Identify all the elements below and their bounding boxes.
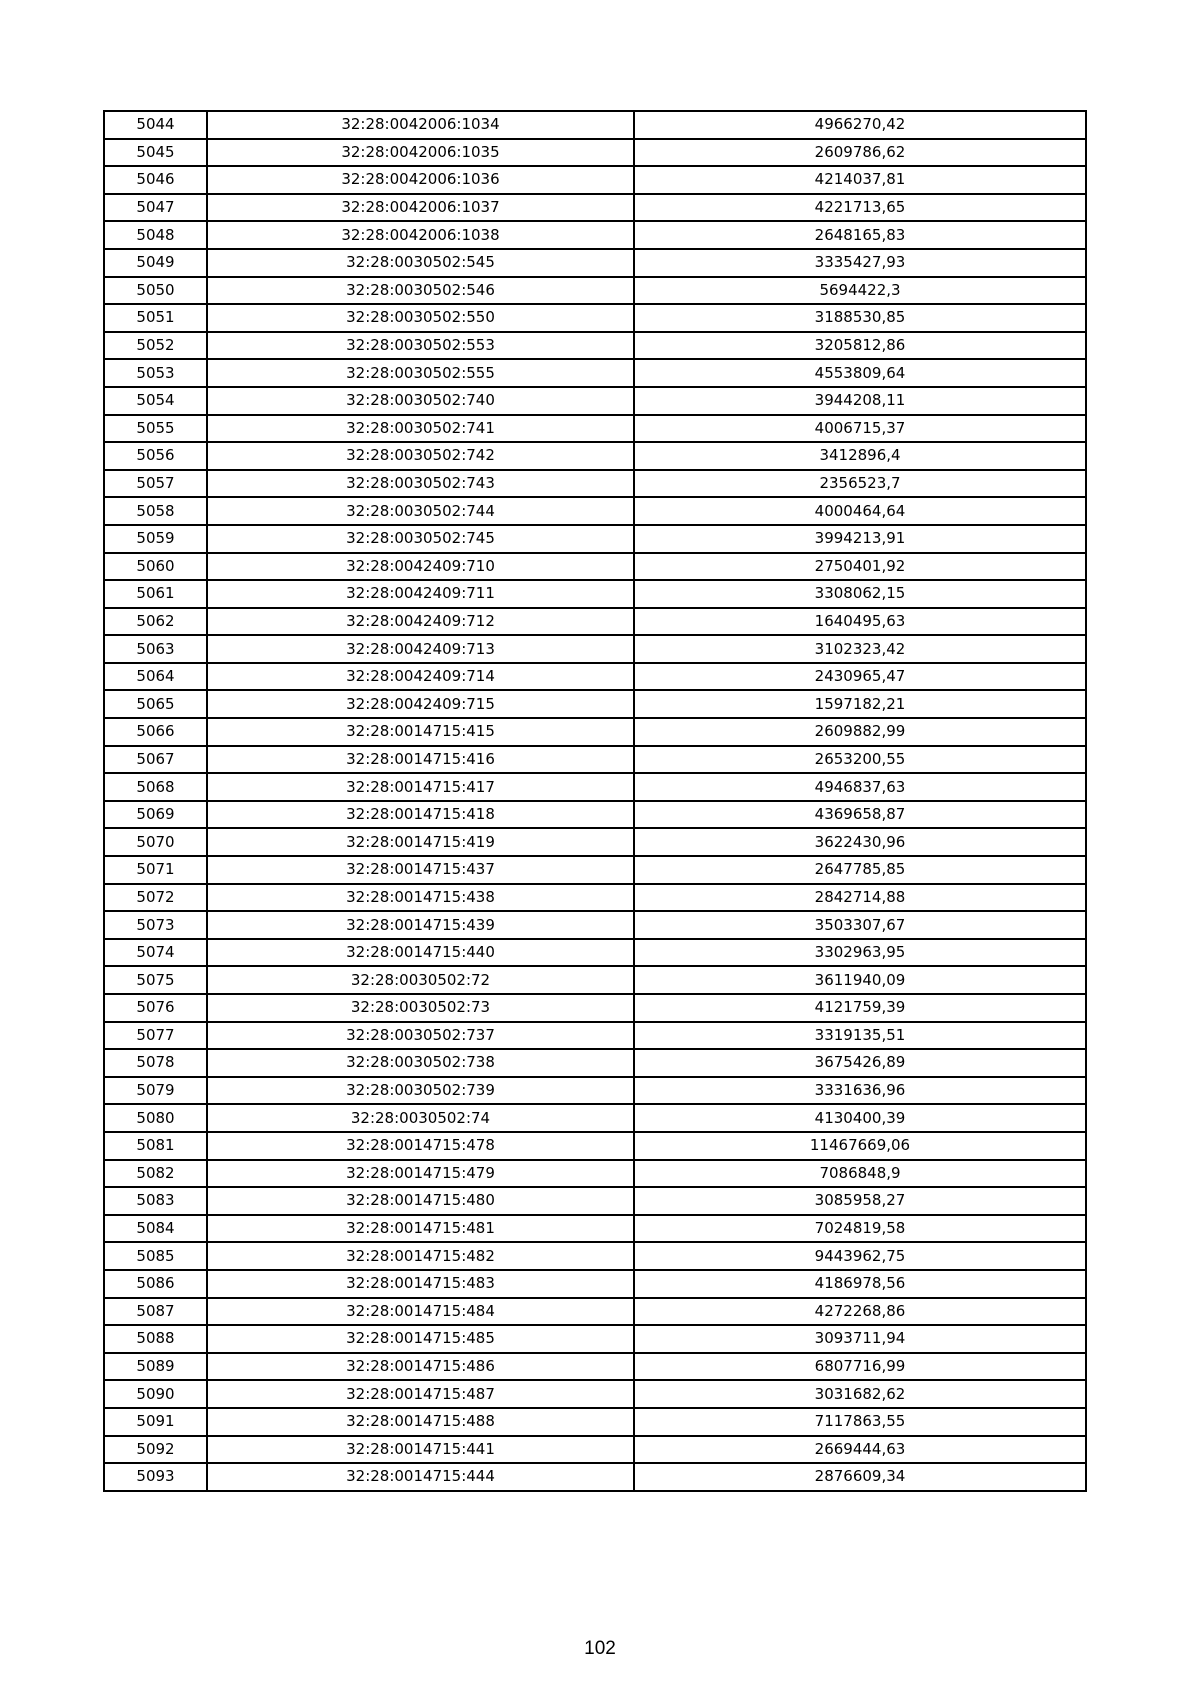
cadastral-number-cell: 32:28:0042409:711 — [207, 580, 634, 608]
table-body — [104, 111, 1086, 1491]
cadastral-number-cell: 32:28:0014715:438 — [207, 884, 634, 912]
row-number-cell: 5055 — [104, 415, 207, 443]
cadastral-value-cell: 2356523,7 — [634, 470, 1086, 498]
cadastral-number-cell: 32:28:0014715:479 — [207, 1160, 634, 1188]
table-row — [104, 1022, 1086, 1050]
cadastral-value-cell: 2876609,34 — [634, 1463, 1086, 1491]
cadastral-number-cell: 32:28:0014715:483 — [207, 1270, 634, 1298]
row-number-cell: 5065 — [104, 690, 207, 718]
cadastral-number-cell: 32:28:0014715:416 — [207, 746, 634, 774]
cadastral-value-cell: 3319135,51 — [634, 1022, 1086, 1050]
cadastral-number-cell: 32:28:0030502:545 — [207, 249, 634, 277]
cadastral-number-cell: 32:28:0042409:712 — [207, 608, 634, 636]
cadastral-number-cell: 32:28:0014715:417 — [207, 773, 634, 801]
cadastral-number-cell: 32:28:0030502:744 — [207, 497, 634, 525]
table-row — [104, 221, 1086, 249]
row-number-cell: 5054 — [104, 387, 207, 415]
row-number-cell: 5049 — [104, 249, 207, 277]
cadastral-number-cell: 32:28:0042409:715 — [207, 690, 634, 718]
cadastral-number-cell: 32:28:0030502:546 — [207, 277, 634, 305]
cadastral-value-cell: 6807716,99 — [634, 1353, 1086, 1381]
cadastral-number-cell: 32:28:0030502:745 — [207, 525, 634, 553]
row-number-cell: 5059 — [104, 525, 207, 553]
table-row — [104, 139, 1086, 167]
cadastral-value-cell: 3085958,27 — [634, 1187, 1086, 1215]
table-row — [104, 690, 1086, 718]
cadastral-number-cell: 32:28:0030502:739 — [207, 1077, 634, 1105]
cadastral-number-cell: 32:28:0030502:72 — [207, 966, 634, 994]
cadastral-number-cell: 32:28:0014715:486 — [207, 1353, 634, 1381]
row-number-cell: 5061 — [104, 580, 207, 608]
cadastral-value-cell: 7086848,9 — [634, 1160, 1086, 1188]
cadastral-value-cell: 1597182,21 — [634, 690, 1086, 718]
cadastral-value-cell: 3412896,4 — [634, 442, 1086, 470]
row-number-cell: 5074 — [104, 939, 207, 967]
cadastral-value-cell: 2669444,63 — [634, 1436, 1086, 1464]
cadastral-number-cell: 32:28:0014715:478 — [207, 1132, 634, 1160]
table-row — [104, 939, 1086, 967]
row-number-cell: 5083 — [104, 1187, 207, 1215]
table-row — [104, 249, 1086, 277]
row-number-cell: 5046 — [104, 166, 207, 194]
row-number-cell: 5075 — [104, 966, 207, 994]
row-number-cell: 5084 — [104, 1215, 207, 1243]
cadastral-number-cell: 32:28:0014715:487 — [207, 1380, 634, 1408]
cadastral-value-cell: 3308062,15 — [634, 580, 1086, 608]
cadastral-value-cell: 3302963,95 — [634, 939, 1086, 967]
table-row — [104, 1049, 1086, 1077]
cadastral-value-cell: 2609786,62 — [634, 139, 1086, 167]
row-number-cell: 5064 — [104, 663, 207, 691]
cadastral-number-cell: 32:28:0042006:1035 — [207, 139, 634, 167]
cadastral-value-cell: 3675426,89 — [634, 1049, 1086, 1077]
row-number-cell: 5063 — [104, 635, 207, 663]
table-row — [104, 553, 1086, 581]
cadastral-number-cell: 32:28:0030502:550 — [207, 304, 634, 332]
table-row — [104, 1242, 1086, 1270]
cadastral-number-cell: 32:28:0030502:737 — [207, 1022, 634, 1050]
cadastral-number-cell: 32:28:0030502:74 — [207, 1104, 634, 1132]
cadastral-value-cell: 3944208,11 — [634, 387, 1086, 415]
table-row — [104, 525, 1086, 553]
table-row — [104, 773, 1086, 801]
cadastral-number-cell: 32:28:0014715:439 — [207, 911, 634, 939]
cadastral-value-cell: 3611940,09 — [634, 966, 1086, 994]
table-row — [104, 608, 1086, 636]
table-row — [104, 663, 1086, 691]
row-number-cell: 5057 — [104, 470, 207, 498]
table-row — [104, 1215, 1086, 1243]
cadastral-value-cell: 2647785,85 — [634, 856, 1086, 884]
cadastral-number-cell: 32:28:0014715:485 — [207, 1325, 634, 1353]
cadastral-number-cell: 32:28:0042006:1038 — [207, 221, 634, 249]
cadastral-number-cell: 32:28:0030502:740 — [207, 387, 634, 415]
table-row — [104, 111, 1086, 139]
cadastral-number-cell: 32:28:0030502:555 — [207, 359, 634, 387]
cadastral-value-cell: 7117863,55 — [634, 1408, 1086, 1436]
cadastral-number-cell: 32:28:0014715:441 — [207, 1436, 634, 1464]
cadastral-value-cell: 3503307,67 — [634, 911, 1086, 939]
table-row — [104, 1187, 1086, 1215]
row-number-cell: 5070 — [104, 828, 207, 856]
cadastral-number-cell: 32:28:0030502:738 — [207, 1049, 634, 1077]
cadastral-number-cell: 32:28:0014715:484 — [207, 1298, 634, 1326]
row-number-cell: 5060 — [104, 553, 207, 581]
table-row — [104, 718, 1086, 746]
cadastral-value-cell: 2842714,88 — [634, 884, 1086, 912]
cadastral-value-cell: 3335427,93 — [634, 249, 1086, 277]
table-row — [104, 415, 1086, 443]
cadastral-value-cell: 3093711,94 — [634, 1325, 1086, 1353]
cadastral-value-cell: 2430965,47 — [634, 663, 1086, 691]
table-row — [104, 1077, 1086, 1105]
row-number-cell: 5092 — [104, 1436, 207, 1464]
table-row — [104, 442, 1086, 470]
cadastral-value-cell: 4221713,65 — [634, 194, 1086, 222]
cadastral-value-cell: 5694422,3 — [634, 277, 1086, 305]
cadastral-value-cell: 2609882,99 — [634, 718, 1086, 746]
cadastral-value-cell: 3031682,62 — [634, 1380, 1086, 1408]
table-row — [104, 387, 1086, 415]
table-row — [104, 166, 1086, 194]
table-row — [104, 194, 1086, 222]
table-row — [104, 1380, 1086, 1408]
table-row — [104, 1270, 1086, 1298]
cadastral-value-cell: 2750401,92 — [634, 553, 1086, 581]
table-row — [104, 1353, 1086, 1381]
table-row — [104, 470, 1086, 498]
cadastral-number-cell: 32:28:0014715:480 — [207, 1187, 634, 1215]
cadastral-number-cell: 32:28:0042006:1037 — [207, 194, 634, 222]
cadastral-value-cell: 4553809,64 — [634, 359, 1086, 387]
row-number-cell: 5079 — [104, 1077, 207, 1105]
cadastral-number-cell: 32:28:0014715:418 — [207, 801, 634, 829]
cadastral-value-cell: 4946837,63 — [634, 773, 1086, 801]
cadastral-number-cell: 32:28:0014715:437 — [207, 856, 634, 884]
cadastral-value-cell: 1640495,63 — [634, 608, 1086, 636]
table-row — [104, 884, 1086, 912]
cadastral-number-cell: 32:28:0042409:713 — [207, 635, 634, 663]
cadastral-number-cell: 32:28:0014715:481 — [207, 1215, 634, 1243]
row-number-cell: 5062 — [104, 608, 207, 636]
row-number-cell: 5071 — [104, 856, 207, 884]
row-number-cell: 5051 — [104, 304, 207, 332]
row-number-cell: 5045 — [104, 139, 207, 167]
cadastral-value-cell: 4006715,37 — [634, 415, 1086, 443]
table-row — [104, 1408, 1086, 1436]
cadastral-value-cell: 2648165,83 — [634, 221, 1086, 249]
cadastral-number-cell: 32:28:0042006:1036 — [207, 166, 634, 194]
cadastral-value-cell: 3188530,85 — [634, 304, 1086, 332]
cadastral-number-cell: 32:28:0030502:73 — [207, 994, 634, 1022]
row-number-cell: 5067 — [104, 746, 207, 774]
row-number-cell: 5086 — [104, 1270, 207, 1298]
cadastral-value-cell: 3102323,42 — [634, 635, 1086, 663]
cadastral-number-cell: 32:28:0042409:714 — [207, 663, 634, 691]
row-number-cell: 5072 — [104, 884, 207, 912]
table-row — [104, 1132, 1086, 1160]
table-row — [104, 911, 1086, 939]
row-number-cell: 5048 — [104, 221, 207, 249]
cadastral-number-cell: 32:28:0014715:444 — [207, 1463, 634, 1491]
cadastral-value-cell: 4130400,39 — [634, 1104, 1086, 1132]
table-row — [104, 1463, 1086, 1491]
page-number: 102 — [584, 1638, 616, 1659]
table-row — [104, 994, 1086, 1022]
table-row — [104, 856, 1086, 884]
row-number-cell: 5085 — [104, 1242, 207, 1270]
table-row — [104, 1104, 1086, 1132]
table-row — [104, 1325, 1086, 1353]
table-row — [104, 746, 1086, 774]
cadastral-value-cell: 4186978,56 — [634, 1270, 1086, 1298]
cadastral-value-cell: 3622430,96 — [634, 828, 1086, 856]
cadastral-value-cell: 4214037,81 — [634, 166, 1086, 194]
cadastral-value-cell: 4121759,39 — [634, 994, 1086, 1022]
cadastral-value-cell: 3205812,86 — [634, 332, 1086, 360]
table-row — [104, 635, 1086, 663]
cadastral-value-cell: 2653200,55 — [634, 746, 1086, 774]
row-number-cell: 5066 — [104, 718, 207, 746]
row-number-cell: 5081 — [104, 1132, 207, 1160]
cadastral-value-cell: 3994213,91 — [634, 525, 1086, 553]
row-number-cell: 5069 — [104, 801, 207, 829]
cadastral-number-cell: 32:28:0014715:488 — [207, 1408, 634, 1436]
row-number-cell: 5077 — [104, 1022, 207, 1050]
table-row — [104, 332, 1086, 360]
table-row — [104, 801, 1086, 829]
table-row — [104, 828, 1086, 856]
cadastral-number-cell: 32:28:0014715:440 — [207, 939, 634, 967]
table-row — [104, 1298, 1086, 1326]
row-number-cell: 5093 — [104, 1463, 207, 1491]
cadastral-value-cell: 11467669,06 — [634, 1132, 1086, 1160]
row-number-cell: 5050 — [104, 277, 207, 305]
cadastral-number-cell: 32:28:0014715:419 — [207, 828, 634, 856]
row-number-cell: 5056 — [104, 442, 207, 470]
cadastral-number-cell: 32:28:0030502:741 — [207, 415, 634, 443]
cadastral-number-cell: 32:28:0014715:482 — [207, 1242, 634, 1270]
cadastral-value-cell: 3331636,96 — [634, 1077, 1086, 1105]
cadastral-number-cell: 32:28:0042006:1034 — [207, 111, 634, 139]
cadastral-number-cell: 32:28:0030502:742 — [207, 442, 634, 470]
row-number-cell: 5044 — [104, 111, 207, 139]
cadastral-value-cell: 4000464,64 — [634, 497, 1086, 525]
row-number-cell: 5053 — [104, 359, 207, 387]
table-row — [104, 359, 1086, 387]
row-number-cell: 5087 — [104, 1298, 207, 1326]
table-row — [104, 1160, 1086, 1188]
table-row — [104, 580, 1086, 608]
row-number-cell: 5088 — [104, 1325, 207, 1353]
row-number-cell: 5073 — [104, 911, 207, 939]
table-row — [104, 966, 1086, 994]
cadastral-value-cell: 7024819,58 — [634, 1215, 1086, 1243]
row-number-cell: 5068 — [104, 773, 207, 801]
row-number-cell: 5082 — [104, 1160, 207, 1188]
cadastral-number-cell: 32:28:0030502:553 — [207, 332, 634, 360]
row-number-cell: 5091 — [104, 1408, 207, 1436]
row-number-cell: 5089 — [104, 1353, 207, 1381]
cadastral-number-cell: 32:28:0014715:415 — [207, 718, 634, 746]
row-number-cell: 5058 — [104, 497, 207, 525]
cadastral-value-cell: 4966270,42 — [634, 111, 1086, 139]
row-number-cell: 5080 — [104, 1104, 207, 1132]
cadastral-value-table — [103, 110, 1087, 1492]
table-row — [104, 497, 1086, 525]
cadastral-value-cell: 4369658,87 — [634, 801, 1086, 829]
cadastral-number-cell: 32:28:0042409:710 — [207, 553, 634, 581]
row-number-cell: 5052 — [104, 332, 207, 360]
table-row — [104, 304, 1086, 332]
cadastral-value-cell: 4272268,86 — [634, 1298, 1086, 1326]
cadastral-value-cell: 9443962,75 — [634, 1242, 1086, 1270]
row-number-cell: 5076 — [104, 994, 207, 1022]
row-number-cell: 5078 — [104, 1049, 207, 1077]
cadastral-number-cell: 32:28:0030502:743 — [207, 470, 634, 498]
table-row — [104, 1436, 1086, 1464]
table-row — [104, 277, 1086, 305]
row-number-cell: 5047 — [104, 194, 207, 222]
row-number-cell: 5090 — [104, 1380, 207, 1408]
